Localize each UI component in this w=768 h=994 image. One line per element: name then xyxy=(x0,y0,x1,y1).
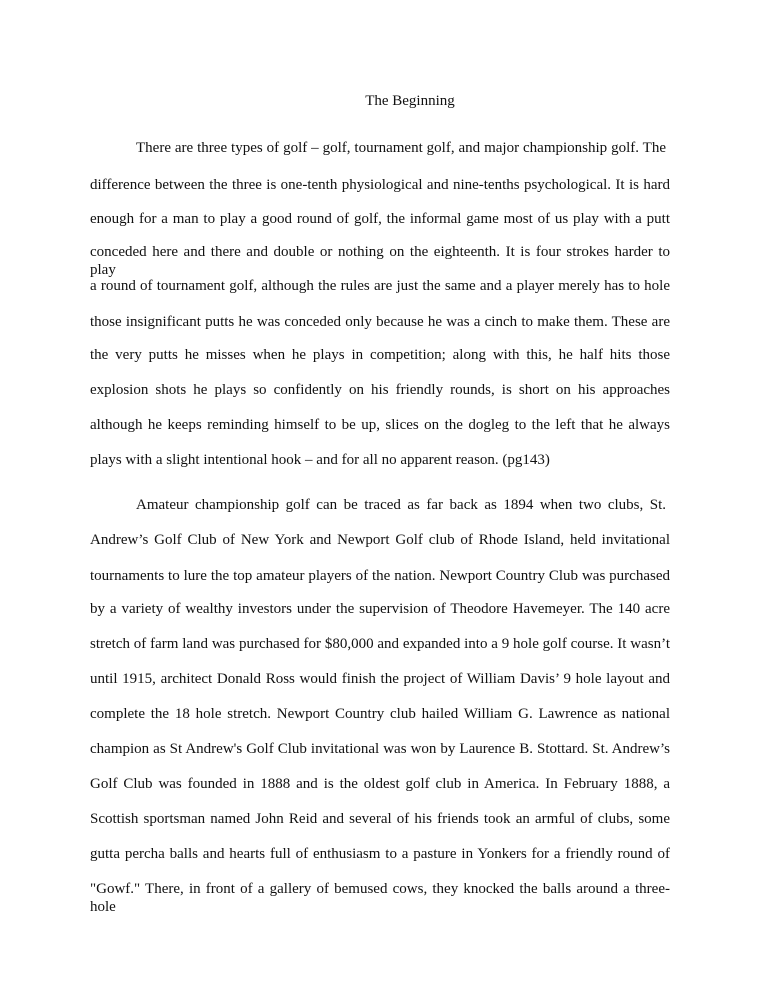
page-title: The Beginning xyxy=(365,93,455,109)
text-line: by a variety of wealthy investors under the supervision of Theodore Havemeyer. The 140 acre xyxy=(90,601,670,617)
text-line: Andrew’s Golf Club of New York and Newport Golf club of Rhode Island, held invitational xyxy=(90,532,670,548)
text-line: "Gowf." There, in front of a gallery of bemused cows, they knocked the balls around a three-hole xyxy=(90,881,670,915)
text-line: stretch of farm land was purchased for $80,000 and expanded into a 9 hole golf course. It wasn’t xyxy=(90,636,670,652)
text-line: gutta percha balls and hearts full of enthusiasm to a pasture in Yonkers for a friendly round of xyxy=(90,846,670,862)
text-line: plays with a slight intentional hook – and for all no apparent reason. (pg143) xyxy=(90,452,550,468)
text-line: tournaments to lure the top amateur players of the nation. Newport Country Club was purchased xyxy=(90,568,670,584)
text-line: enough for a man to play a good round of golf, the informal game most of us play with a putt xyxy=(90,211,670,227)
text-line: Amateur championship golf can be traced as far back as 1894 when two clubs, St. xyxy=(136,497,666,513)
text-line: There are three types of golf – golf, tournament golf, and major championship golf. The xyxy=(136,140,666,156)
text-line: complete the 18 hole stretch. Newport Country club hailed William G. Lawrence as national xyxy=(90,706,670,722)
text-line: champion as St Andrew's Golf Club invitational was won by Laurence B. Stottard. St. Andrew’s xyxy=(90,741,670,757)
text-line: Scottish sportsman named John Reid and several of his friends took an armful of clubs, some xyxy=(90,811,670,827)
text-line: Golf Club was founded in 1888 and is the oldest golf club in America. In February 1888, a xyxy=(90,776,670,792)
text-line: explosion shots he plays so confidently on his friendly rounds, is short on his approaches xyxy=(90,382,670,398)
text-line: difference between the three is one-tenth physiological and nine-tenths psychological. It is hard xyxy=(90,177,670,193)
text-line: although he keeps reminding himself to be up, slices on the dogleg to the left that he always xyxy=(90,417,670,433)
text-line: conceded here and there and double or nothing on the eighteenth. It is four strokes harder to play xyxy=(90,244,670,278)
text-line: a round of tournament golf, although the rules are just the same and a player merely has to hole xyxy=(90,278,670,294)
text-line: those insignificant putts he was conceded only because he was a cinch to make them. These are xyxy=(90,314,670,330)
text-line: the very putts he misses when he plays in competition; along with this, he half hits those xyxy=(90,347,670,363)
text-line: until 1915, architect Donald Ross would finish the project of William Davis’ 9 hole layout and xyxy=(90,671,670,687)
